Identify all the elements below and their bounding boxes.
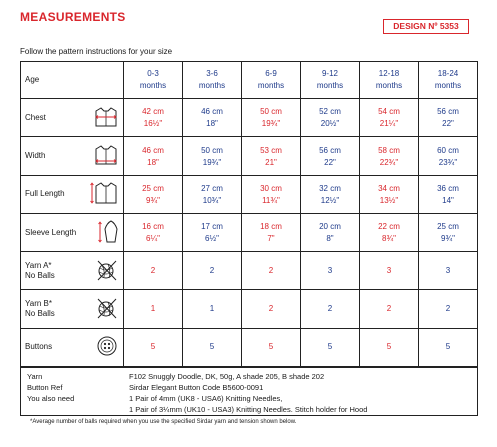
sleeve-length-value: 25 cm <box>437 222 459 232</box>
sleeve-length-value: 18 cm <box>260 222 282 232</box>
you-also-need-key: You also need <box>27 394 75 403</box>
size-label: months <box>375 81 403 91</box>
sleeve-length-value: 6½" <box>205 234 219 244</box>
row-sleeve-length <box>21 213 478 251</box>
buttons-value-cell <box>419 328 478 366</box>
yarn-a-no-balls-value: 2 <box>150 265 156 275</box>
full-length-value-cell <box>183 175 242 213</box>
width-value-cell <box>124 137 183 175</box>
sleeve-length-value: 8¾" <box>382 234 396 244</box>
width-icon <box>93 144 119 168</box>
row-chest <box>21 99 478 137</box>
chest-value: 16½" <box>143 119 163 129</box>
full-length-value: 27 cm <box>201 183 223 193</box>
full-length-label-wrap <box>21 176 123 213</box>
button-ref-key: Button Ref <box>27 383 63 392</box>
size-label: months <box>257 81 285 91</box>
button-ref-value-line: Sirdar Elegant Button Code B5600-0091 <box>129 383 264 392</box>
size-col-9-12 <box>301 62 360 99</box>
sleeve-length-value: 16 cm <box>142 222 164 232</box>
yarn-b-no-balls-label-wrap <box>21 290 123 327</box>
you-also-need-value-line: 1 Pair of 4mm (UK8 - USA6) Knitting Needles, <box>129 394 283 403</box>
size-col-18-24 <box>419 62 478 99</box>
yarn-b-no-balls-value: 2 <box>445 304 451 314</box>
width-value: 60 cm <box>437 145 459 155</box>
info-row-you-also-need <box>21 393 478 416</box>
yarn-b-no-balls-value-cell <box>419 290 478 328</box>
you-also-need-value-line: 1 Pair of 3¼mm (UK10 - USA3) Knitting Needles. Stitch holder for Hood <box>129 405 368 414</box>
row-width <box>21 137 478 175</box>
yarn-b-no-balls-value-cell <box>301 290 360 328</box>
yarn-b-no-balls-value: 1 <box>150 304 156 314</box>
buttons-value-cell <box>183 328 242 366</box>
yarn-b-no-balls-value: 1 <box>209 304 215 314</box>
width-value: 46 cm <box>142 145 164 155</box>
sleeve-length-label-wrap <box>21 214 123 251</box>
sleeve-length-value: 7" <box>267 234 275 244</box>
yarn-b-no-balls-value-cell <box>183 290 242 328</box>
full-length-value: 34 cm <box>378 183 400 193</box>
button-icon <box>95 334 119 360</box>
buttons-value-cell <box>360 328 419 366</box>
chest-value: 19¾" <box>261 119 281 129</box>
yarn-a-no-balls-value: 2 <box>209 265 215 275</box>
chest-value: 46 cm <box>201 107 223 117</box>
chest-value: 52 cm <box>319 107 341 117</box>
you-also-need-value <box>123 393 478 416</box>
yarn-b-no-balls-label <box>25 299 55 319</box>
size-col-0-3 <box>124 62 183 99</box>
size-label: months <box>198 81 226 91</box>
chest-value-cell <box>183 99 242 137</box>
buttons-value: 5 <box>327 342 333 352</box>
full-length-value: 11¾" <box>262 195 280 205</box>
full-length-value: 10¾" <box>202 195 222 205</box>
width-value: 22" <box>324 157 336 167</box>
full-length-value: 13½" <box>379 195 399 205</box>
footnote: *Average number of balls required when you use the specified Sirdar yarn and tension shown below. <box>30 419 297 425</box>
yarn-b-no-balls-value-cell <box>124 290 183 328</box>
length-icon <box>89 181 119 207</box>
size-label: 12-18 <box>378 69 400 79</box>
size-col-3-6 <box>183 62 242 99</box>
sleeve-length-label-cell <box>21 213 124 251</box>
buttons-value: 5 <box>150 342 156 352</box>
buttons-value: 5 <box>268 342 274 352</box>
age-label: Age <box>25 75 40 85</box>
sleeve-length-value: 6¼" <box>146 234 160 244</box>
width-value: 18" <box>147 157 159 167</box>
width-value: 50 cm <box>201 145 223 155</box>
sleeve-length-value-cell <box>301 213 360 251</box>
buttons-value-cell <box>242 328 301 366</box>
full-length-value: 30 cm <box>260 183 282 193</box>
chest-value-cell <box>419 99 478 137</box>
sleeve-length-label: Sleeve Length <box>25 227 77 237</box>
page-title: MEASUREMENTS <box>20 10 126 24</box>
full-length-value: 36 cm <box>437 183 459 193</box>
yarn-ball-icon <box>95 296 119 322</box>
yarn-a-no-balls-label-cell <box>21 252 124 290</box>
width-label: Width <box>25 151 46 161</box>
buttons-value: 5 <box>209 342 215 352</box>
yarn-key: Yarn <box>27 372 43 381</box>
yarn-ball-icon <box>95 258 119 284</box>
yarn-b-no-balls-value: 2 <box>386 304 392 314</box>
chest-value-cell <box>360 99 419 137</box>
sleeve-length-value: 8" <box>326 234 334 244</box>
yarn-a-no-balls-value-cell <box>242 252 301 290</box>
measurements-table <box>20 61 478 367</box>
yarn-a-no-balls-value-cell <box>301 252 360 290</box>
size-label: 18-24 <box>437 69 459 79</box>
width-value-cell <box>301 137 360 175</box>
sleeve-length-value: 22 cm <box>378 222 400 232</box>
width-label-wrap <box>21 137 123 174</box>
size-label: months <box>139 81 167 91</box>
chest-icon <box>93 106 119 130</box>
yarn-b-no-balls-label-line: No Balls <box>25 309 55 319</box>
chest-value: 20½" <box>320 119 340 129</box>
width-value: 53 cm <box>260 145 282 155</box>
full-length-value: 12½" <box>320 195 340 205</box>
info-row-yarn <box>21 368 478 383</box>
width-value-cell <box>183 137 242 175</box>
size-col-6-9 <box>242 62 301 99</box>
sleeve-length-value-cell <box>183 213 242 251</box>
width-value: 21" <box>265 157 277 167</box>
width-value: 58 cm <box>378 145 400 155</box>
size-label: 3-6 <box>206 69 218 79</box>
chest-value: 56 cm <box>437 107 459 117</box>
full-length-value: 14" <box>442 195 454 205</box>
yarn-a-no-balls-value-cell <box>419 252 478 290</box>
size-col-12-18 <box>360 62 419 99</box>
size-label: 0-3 <box>147 69 159 79</box>
intro-text: Follow the pattern instructions for your size <box>20 47 173 56</box>
yarn-value-line: F102 Snuggly Doodle, DK, 50g, A shade 205, B shade 202 <box>129 372 325 381</box>
yarn-b-no-balls-value: 2 <box>268 304 274 314</box>
row-buttons <box>21 328 478 366</box>
chest-label: Chest <box>25 112 46 122</box>
size-label: months <box>316 81 344 91</box>
width-value-cell <box>242 137 301 175</box>
yarn-a-no-balls-value-cell <box>124 252 183 290</box>
full-length-value-cell <box>360 175 419 213</box>
yarn-value <box>123 368 478 383</box>
yarn-a-no-balls-label-wrap <box>21 252 123 289</box>
chest-value: 54 cm <box>378 107 400 117</box>
full-length-value-cell <box>419 175 478 213</box>
width-value-cell <box>419 137 478 175</box>
yarn-a-no-balls-value-cell <box>183 252 242 290</box>
width-value: 19¾" <box>202 157 222 167</box>
size-header-row <box>21 62 478 99</box>
chest-value-cell <box>301 99 360 137</box>
full-length-value: 9¾" <box>146 195 160 205</box>
size-label: months <box>434 81 462 91</box>
sleeve-length-value: 20 cm <box>319 222 341 232</box>
row-full-length <box>21 175 478 213</box>
materials-table <box>20 367 478 416</box>
buttons-value-cell <box>124 328 183 366</box>
sleeve-length-value: 17 cm <box>201 222 223 232</box>
full-length-value-cell <box>242 175 301 213</box>
buttons-label-wrap <box>21 329 123 366</box>
sleeve-length-value-cell <box>419 213 478 251</box>
full-length-value-cell <box>301 175 360 213</box>
full-length-value: 25 cm <box>142 183 164 193</box>
sleeve-length-value-cell <box>360 213 419 251</box>
yarn-a-no-balls-value: 2 <box>268 265 274 275</box>
chest-value-cell <box>242 99 301 137</box>
yarn-b-no-balls-label-cell <box>21 290 124 328</box>
size-label: 9-12 <box>321 69 338 79</box>
width-value-cell <box>360 137 419 175</box>
yarn-a-no-balls-value: 3 <box>386 265 392 275</box>
chest-label-wrap <box>21 99 123 136</box>
yarn-b-no-balls-value: 2 <box>327 304 333 314</box>
chest-value: 42 cm <box>142 107 164 117</box>
yarn-a-no-balls-value: 3 <box>445 265 451 275</box>
full-length-value-cell <box>124 175 183 213</box>
buttons-label: Buttons <box>25 342 53 352</box>
sleeve-length-value-cell <box>242 213 301 251</box>
chest-label-cell <box>21 99 124 137</box>
yarn-a-no-balls-value-cell <box>360 252 419 290</box>
chest-value: 50 cm <box>260 107 282 117</box>
buttons-value: 5 <box>386 342 392 352</box>
width-label-cell <box>21 137 124 175</box>
width-value: 23¾" <box>438 157 458 167</box>
buttons-value-cell <box>301 328 360 366</box>
chest-value: 22" <box>442 119 454 129</box>
row-yarn-b-no-balls <box>21 290 478 328</box>
size-label: 6-9 <box>265 69 277 79</box>
age-label-wrap <box>21 62 123 98</box>
full-length-value: 32 cm <box>319 183 341 193</box>
buttons-value: 5 <box>445 342 451 352</box>
width-value: 56 cm <box>319 145 341 155</box>
yarn-b-no-balls-value-cell <box>360 290 419 328</box>
yarn-b-no-balls-label-line: Yarn B* <box>25 299 52 309</box>
row-yarn-a-no-balls <box>21 252 478 290</box>
full-length-label: Full Length <box>25 189 65 199</box>
width-value: 22¾" <box>379 157 399 167</box>
info-row-button-ref <box>21 382 478 393</box>
sleeve-length-value-cell <box>124 213 183 251</box>
yarn-a-no-balls-label <box>25 261 55 281</box>
buttons-label-cell <box>21 328 124 366</box>
full-length-label-cell <box>21 175 124 213</box>
chest-value: 21¼" <box>379 119 399 129</box>
chest-value-cell <box>124 99 183 137</box>
yarn-a-no-balls-label-line: No Balls <box>25 270 55 280</box>
yarn-a-no-balls-label-line: Yarn A* <box>25 260 52 270</box>
sleeve-icon <box>97 219 119 247</box>
age-label-cell <box>21 62 124 99</box>
chest-value: 18" <box>206 119 218 129</box>
yarn-b-no-balls-value-cell <box>242 290 301 328</box>
yarn-a-no-balls-value: 3 <box>327 265 333 275</box>
sleeve-length-value: 9¾" <box>441 234 455 244</box>
button-ref-value <box>123 382 478 393</box>
design-code-badge: DESIGN Nº 5353 <box>383 19 469 34</box>
